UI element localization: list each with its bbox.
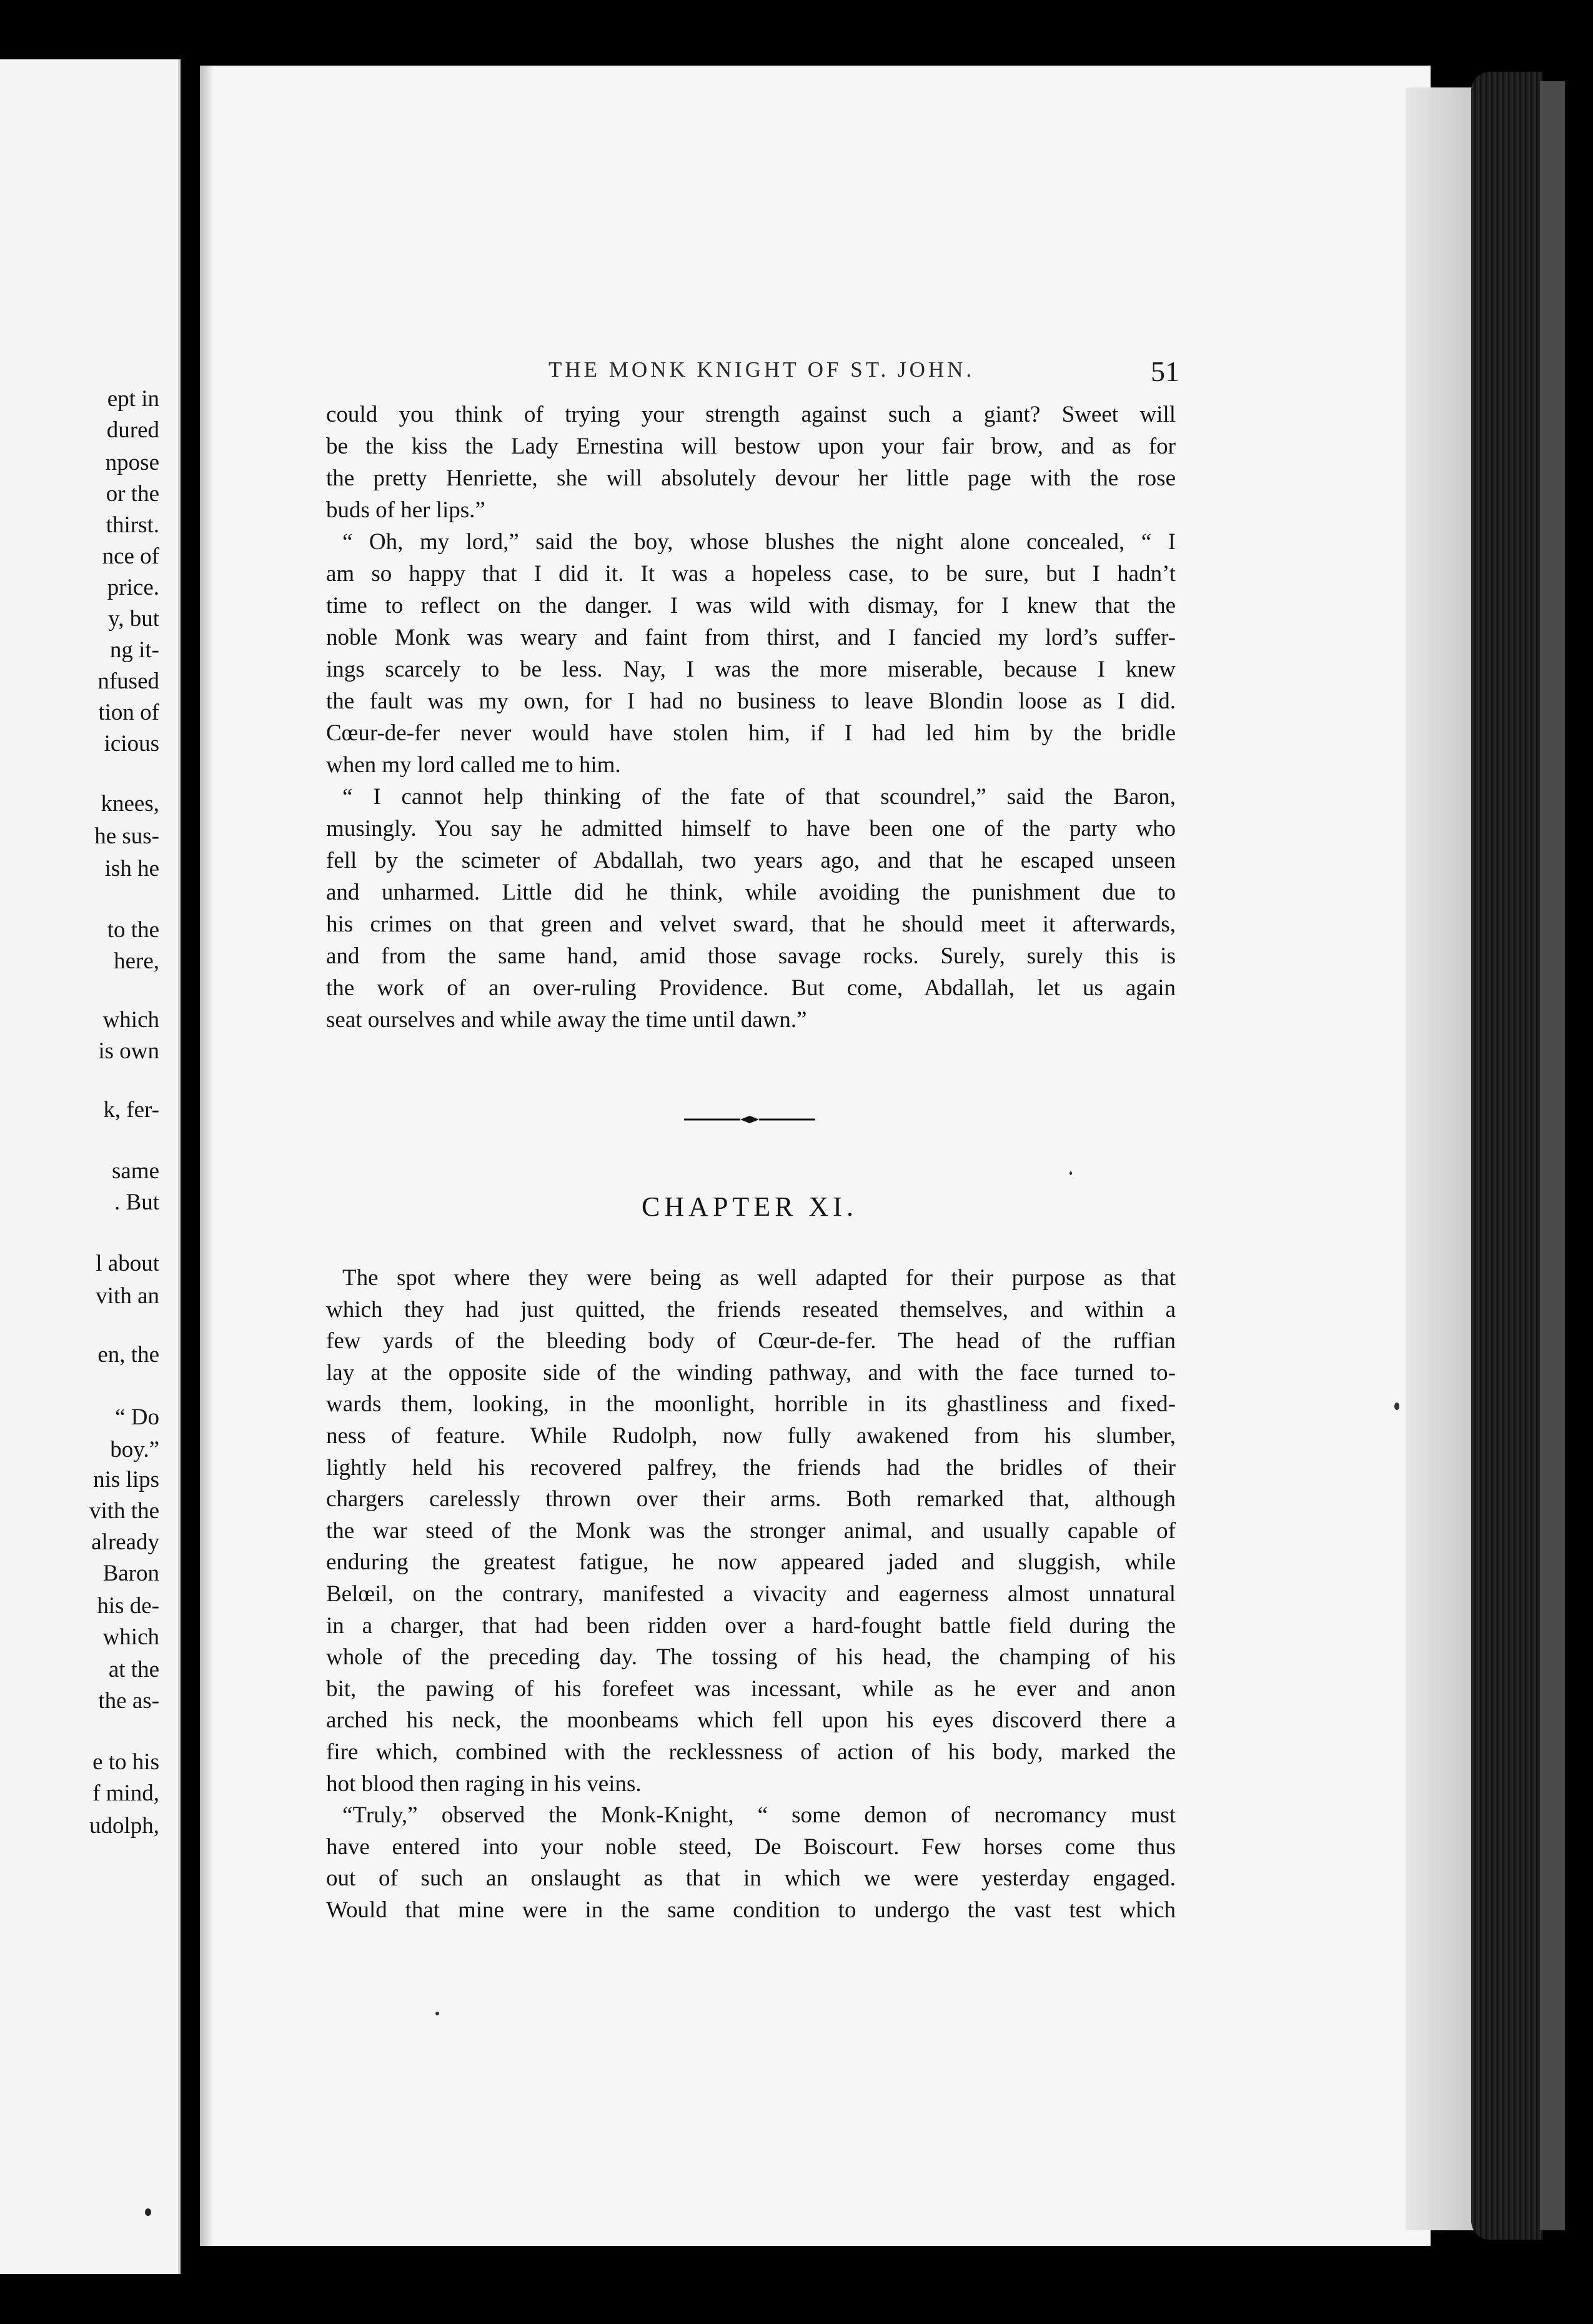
text-line: lay at the opposite side of the winding pathway, and with the face turned to- — [326, 1359, 1176, 1386]
left-page-text-fragment: thirst. — [106, 512, 159, 538]
text-line: Belœil, on the contrary, manifested a vivacity and eagerness almost unnatural — [326, 1581, 1176, 1607]
ink-speck — [435, 2012, 439, 2015]
left-page-text-fragment: f mind, — [92, 1780, 159, 1806]
text-line: and from the same hand, amid those savage rocks. Surely, surely this is — [326, 943, 1176, 969]
ink-speck — [1069, 1171, 1072, 1175]
left-page-text-fragment: . But — [114, 1189, 159, 1215]
left-page-text-fragment: dured — [106, 417, 159, 443]
left-page-text-fragment: tion of — [98, 700, 159, 725]
ink-speck — [145, 2208, 151, 2216]
text-line: could you think of trying your strength against such a giant? Sweet will — [326, 402, 1176, 427]
text-line: few yards of the bleeding body of Cœur-de-fer. The head of the ruffian — [326, 1328, 1176, 1354]
text-line: Would that mine were in the same condition to undergo the vast test which — [326, 1897, 1176, 1923]
left-page-text-fragment: which — [102, 1007, 159, 1033]
left-page-text-fragment: his de- — [97, 1593, 159, 1619]
left-page-text-fragment: nce of — [102, 544, 159, 569]
left-page-text-fragment: is own — [98, 1038, 159, 1064]
text-line: the fault was my own, for I had no business to leave Blondin loose as I did. — [326, 688, 1176, 714]
text-line: his crimes on that green and velvet sward, that he should meet it afterwards, — [326, 911, 1176, 937]
left-page-text-fragment: nfused — [97, 668, 159, 694]
text-line: wards them, looking, in the moonlight, horrible in its ghastliness and fixed- — [326, 1391, 1176, 1418]
left-page-text-fragment: the as- — [98, 1688, 159, 1714]
left-page-text-fragment: e to his — [92, 1749, 159, 1775]
book-binding — [1471, 72, 1543, 2240]
text-line: and unharmed. Little did he think, while avoiding the punishment due to — [326, 880, 1176, 905]
left-page-text-fragment: npose — [105, 450, 159, 475]
text-line: when my lord called me to him. — [326, 752, 621, 778]
left-page-text-fragment: price. — [107, 575, 159, 600]
page-edges — [1406, 87, 1474, 2230]
text-line: be the kiss the Lady Ernestina will bestow upon your fair brow, and as for — [326, 434, 1176, 459]
text-line: noble Monk was weary and faint from thirst, and I fancied my lord’s suffer- — [326, 625, 1176, 650]
text-line: chargers carelessly thrown over their arms. Both remarked that, although — [326, 1486, 1176, 1512]
text-line: Cœur-de-fer never would have stolen him, if I had led him by the bridle — [326, 720, 1176, 746]
left-facing-page — [0, 59, 181, 2274]
left-page-text-fragment: knees, — [101, 791, 159, 817]
text-line: enduring the greatest fatigue, he now appeared jaded and sluggish, while — [326, 1549, 1176, 1576]
text-line: “ I cannot help thinking of the fate of that scoundrel,” said the Baron, — [342, 784, 1176, 810]
left-page-text-fragment: ept in — [107, 386, 159, 412]
text-line: seat ourselves and while away the time until dawn.” — [326, 1007, 807, 1033]
running-head: THE MONK KNIGHT OF ST. JOHN. — [548, 357, 975, 382]
text-line: hot blood then raging in his veins. — [326, 1770, 642, 1797]
left-page-text-fragment: udolph, — [89, 1813, 159, 1839]
text-line: ings scarcely to be less. Nay, I was the more miserable, because I knew — [326, 657, 1176, 682]
text-line: the work of an over-ruling Providence. But come, Abdallah, let us again — [326, 975, 1176, 1001]
text-line: arched his neck, the moonbeams which fell upon his eyes discoverd there a — [326, 1707, 1176, 1734]
left-page-text-fragment: en, the — [97, 1342, 159, 1368]
left-page-text-fragment: vith the — [89, 1498, 159, 1524]
left-page-text-fragment: or the — [106, 481, 159, 507]
left-page-text-fragment: same — [111, 1158, 159, 1184]
text-line: fell by the scimeter of Abdallah, two years ago, and that he escaped unseen — [326, 848, 1176, 873]
text-line: which they had just quitted, the friends reseated themselves, and within a — [326, 1296, 1176, 1323]
left-page-text-fragment: ng it- — [109, 637, 159, 663]
left-page-text-fragment: already — [91, 1529, 159, 1555]
text-line: am so happy that I did it. It was a hopeless case, to be sure, but I hadn’t — [326, 561, 1176, 587]
left-page-text-fragment: at the — [108, 1657, 159, 1682]
book-cover-edge — [1540, 81, 1565, 2230]
left-page-text-fragment: vith an — [96, 1283, 159, 1309]
left-page-text-fragment: icious — [104, 731, 159, 757]
left-page-text-fragment: Baron — [102, 1561, 159, 1586]
text-line: The spot where they were being as well adapted for their purpose as that — [342, 1265, 1176, 1291]
text-line: lightly held his recovered palfrey, the friends had the bridles of their — [326, 1454, 1176, 1481]
text-line: fire which, combined with the recklessness of action of his body, marked the — [326, 1739, 1176, 1765]
left-page-text-fragment: which — [102, 1624, 159, 1650]
text-line: in a charger, that had been ridden over a hard-fought battle field during the — [326, 1612, 1176, 1639]
left-page-text-fragment: he sus- — [94, 823, 159, 849]
text-line: the pretty Henriette, she will absolutely devour her little page with the rose — [326, 465, 1176, 491]
left-page-text-fragment: to the — [107, 917, 159, 943]
section-ornament — [684, 1115, 815, 1124]
text-line: whole of the preceding day. The tossing of his head, the champing of his — [326, 1644, 1176, 1671]
text-line: “Truly,” observed the Monk-Knight, “ some demon of necromancy must — [342, 1802, 1176, 1829]
text-line: musingly. You say he admitted himself to have been one of the party who — [326, 816, 1176, 842]
gutter-shadow — [200, 66, 214, 2246]
text-line: time to reflect on the danger. I was wild with dismay, for I knew that the — [326, 593, 1176, 618]
text-line: the war steed of the Monk was the stronger animal, and usually capable of — [326, 1517, 1176, 1544]
left-page-text-fragment: k, fer- — [103, 1097, 159, 1123]
ink-speck — [1394, 1403, 1399, 1410]
chapter-title: CHAPTER XI. — [642, 1191, 858, 1222]
left-page-text-fragment: here, — [114, 948, 159, 974]
text-line: ness of feature. While Rudolph, now fully awakened from his slumber, — [326, 1423, 1176, 1449]
left-page-text-fragment: nis lips — [93, 1467, 159, 1492]
text-line: buds of her lips.” — [326, 497, 485, 523]
left-page-text-fragment: l about — [96, 1251, 159, 1276]
text-line: “ Oh, my lord,” said the boy, whose blushes the night alone concealed, “ I — [342, 529, 1176, 555]
left-page-text-fragment: ish he — [104, 856, 159, 881]
text-line: out of such an onslaught as that in which we were yesterday engaged. — [326, 1865, 1176, 1892]
text-line: have entered into your noble steed, De Boiscourt. Few horses come thus — [326, 1834, 1176, 1860]
page-number: 51 — [1151, 355, 1179, 387]
left-page-text-fragment: y, but — [108, 606, 159, 632]
left-page-text-fragment: “ Do — [115, 1404, 159, 1430]
text-line: bit, the pawing of his forefeet was incessant, while as he ever and anon — [326, 1676, 1176, 1702]
left-page-text-fragment: boy.” — [110, 1437, 159, 1462]
